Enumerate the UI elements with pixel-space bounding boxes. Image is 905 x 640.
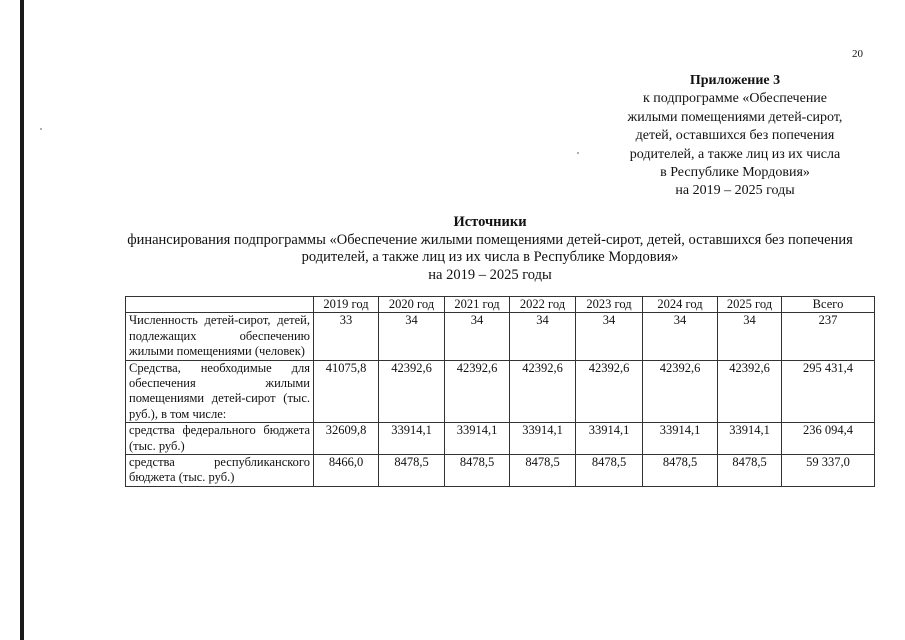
- table-cell: 8478,5: [510, 455, 576, 487]
- table-cell: 33914,1: [445, 423, 510, 455]
- table-cell-total: 236 094,4: [782, 423, 875, 455]
- table-cell: 8478,5: [643, 455, 718, 487]
- sources-title: Источники: [453, 214, 527, 230]
- scan-speck: [40, 128, 42, 130]
- table-cell: 32609,8: [314, 423, 379, 455]
- table-cell: 8466,0: [314, 455, 379, 487]
- table-cell: 33914,1: [379, 423, 445, 455]
- header-cell: [126, 297, 314, 313]
- appendix-heading: [590, 72, 880, 201]
- appendix-line: жилыми помещениями детей-сирот,: [627, 109, 843, 125]
- table-cell: 42392,6: [643, 360, 718, 423]
- header-cell: 2019 год: [314, 297, 379, 313]
- header-cell: 2021 год: [445, 297, 510, 313]
- row-label: Средства, необходимые для обеспечения жилыми помещениями детей-сирот (тыс. руб.), в том числе:: [126, 360, 314, 423]
- table-cell: 33914,1: [718, 423, 782, 455]
- table-row: [126, 423, 875, 455]
- header-cell: 2020 год: [379, 297, 445, 313]
- table-cell: 8478,5: [576, 455, 643, 487]
- page-number: 20: [852, 48, 863, 60]
- table-cell: 42392,6: [718, 360, 782, 423]
- table-header-row: [126, 297, 875, 313]
- table-cell: 42392,6: [576, 360, 643, 423]
- table-cell: 8478,5: [379, 455, 445, 487]
- sources-line: родителей, а также лиц из их числа в Республике Мордовия»: [301, 249, 679, 265]
- table-cell: 33914,1: [576, 423, 643, 455]
- appendix-line: в Республике Мордовия»: [660, 165, 810, 181]
- scan-speck: [577, 152, 579, 154]
- table-row: [126, 455, 875, 487]
- table-row: [126, 360, 875, 423]
- scan-edge-shadow: [20, 0, 24, 640]
- table-cell: 41075,8: [314, 360, 379, 423]
- table-cell: 34: [445, 313, 510, 360]
- header-cell: 2022 год: [510, 297, 576, 313]
- table-cell: 8478,5: [718, 455, 782, 487]
- row-label: средства республиканского бюджета (тыс. руб.): [126, 455, 314, 487]
- appendix-line: к подпрограмме «Обеспечение: [642, 91, 828, 107]
- header-cell: 2024 год: [643, 297, 718, 313]
- table-cell-total: 59 337,0: [782, 455, 875, 487]
- header-cell: 2023 год: [576, 297, 643, 313]
- appendix-title: Приложение 3: [689, 73, 781, 88]
- table-cell: 42392,6: [379, 360, 445, 423]
- appendix-line: на 2019 – 2025 годы: [675, 183, 795, 199]
- row-label: средства федерального бюджета (тыс. руб.): [126, 423, 314, 455]
- sources-heading: [90, 214, 890, 284]
- table-row: [126, 313, 875, 360]
- table-cell: 42392,6: [510, 360, 576, 423]
- table-cell: 8478,5: [445, 455, 510, 487]
- sources-line: финансирования подпрограммы «Обеспечение жилыми помещениями детей-сирот, детей, оставшихся без попечения: [127, 231, 853, 248]
- funding-table: [125, 296, 875, 487]
- table-cell: 34: [576, 313, 643, 360]
- table-cell: 34: [379, 313, 445, 360]
- table-cell: 33914,1: [510, 423, 576, 455]
- row-label: Численность детей-сирот, детей, подлежащих обеспечению жилыми помещениями (человек): [126, 313, 314, 360]
- table-cell: 34: [718, 313, 782, 360]
- appendix-line: детей, оставшихся без попечения: [635, 128, 835, 144]
- table-cell-total: 237: [782, 313, 875, 360]
- table-cell: 42392,6: [445, 360, 510, 423]
- appendix-line: родителей, а также лиц из их числа: [629, 146, 841, 162]
- table-cell: 33914,1: [643, 423, 718, 455]
- table-cell: 33: [314, 313, 379, 360]
- table-cell: 34: [510, 313, 576, 360]
- table-cell: 34: [643, 313, 718, 360]
- sources-line: на 2019 – 2025 годы: [428, 266, 552, 283]
- header-cell: Всего: [782, 297, 875, 313]
- table-cell-total: 295 431,4: [782, 360, 875, 423]
- header-cell: 2025 год: [718, 297, 782, 313]
